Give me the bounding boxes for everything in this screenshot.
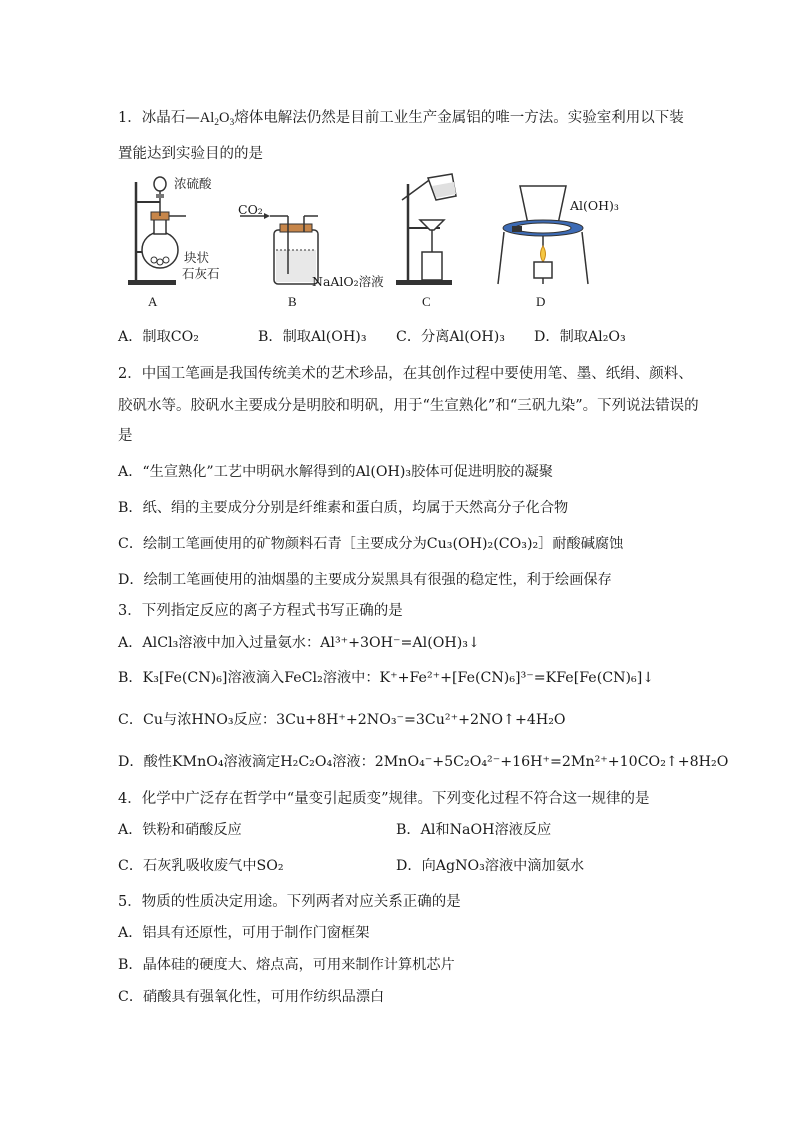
q2-option-c: C．绘制工笔画使用的矿物颜料石青［主要成分为Cu₃(OH)₂(CO₃)₂］耐酸碱腐蚀 xyxy=(118,536,624,552)
q1-option-a: A．制取CO₂ xyxy=(118,329,199,345)
figure-label-d: D xyxy=(536,294,546,309)
q2-option-d: D．绘制工笔画使用的油烟墨的主要成分炭黑具有很强的稳定性，利于绘画保存 xyxy=(118,572,612,588)
q1-option-b: B．制取Al(OH)₃ xyxy=(258,329,367,345)
q4-stem: 4．化学中广泛存在哲学中“量变引起质变”规律。下列变化过程不符合这一规律的是 xyxy=(118,791,650,807)
q1-formula-sub2: 3 xyxy=(229,118,235,128)
apparatus-d-drawing xyxy=(496,172,596,292)
q5-option-a: A．铝具有还原性，可用于制作门窗框架 xyxy=(118,925,370,941)
figure-d xyxy=(496,172,619,309)
q1-formula-o: O xyxy=(218,110,230,126)
q2-option-b: B．纸、绢的主要成分分别是纤维素和蛋白质，均属于天然高分子化合物 xyxy=(118,500,569,516)
q1-stem-line1 xyxy=(118,108,684,133)
q5-stem: 5．物质的性质决定用途。下列两者对应关系正确的是 xyxy=(118,894,461,910)
label-lumpy: 块状 xyxy=(184,250,210,265)
q5-option-b: B．晶体硅的硬度大、熔点高，可用来制作计算机芯片 xyxy=(118,957,455,973)
figure-a xyxy=(128,172,248,309)
q1-option-c: C．分离Al(OH)₃ xyxy=(396,329,505,345)
q3-option-d: D．酸性KMnO₄溶液滴定H₂C₂O₄溶液：2MnO₄⁻+5C₂O₄²⁻+16H⁺=2Mn²⁺+10CO₂↑+8H₂O xyxy=(118,754,729,770)
q1-text-a: 1．冰晶石— xyxy=(118,110,200,126)
q3-option-b: B．K₃[Fe(CN)₆]溶液滴入FeCl₂溶液中：K⁺+Fe²⁺+[Fe(CN)₆]³⁻=KFe[Fe(CN)₆]↓ xyxy=(118,670,655,686)
q2-stem-line3: 是 xyxy=(118,428,133,444)
q1-formula-al: Al xyxy=(199,110,215,126)
q1-option-d: D．制取Al₂O₃ xyxy=(534,329,626,345)
q2-option-a: A．“生宣熟化”工艺中明矾水解得到的Al(OH)₃胶体可促进明胶的凝聚 xyxy=(118,464,553,480)
q5-option-c: C．硝酸具有强氧化性，可用作纺织品漂白 xyxy=(118,989,385,1005)
q4-option-b: B．Al和NaOH溶液反应 xyxy=(396,822,552,838)
q1-formula-sub1: 2 xyxy=(214,118,219,128)
figure-label-c: C xyxy=(422,294,431,309)
figure-label-a: A xyxy=(148,294,158,309)
q1-text-b: 熔体电解法仍然是目前工业生产金属铝的唯一方法。实验室利用以下装 xyxy=(234,110,684,126)
figure-b xyxy=(238,172,384,309)
label-limestone: 石灰石 xyxy=(182,266,220,281)
q3-option-a: A．AlCl₃溶液中加入过量氨水：Al³⁺+3OH⁻=Al(OH)₃↓ xyxy=(118,635,480,651)
q4-option-c: C．石灰乳吸收废气中SO₂ xyxy=(118,858,284,874)
q3-stem: 3．下列指定反应的离子方程式书写正确的是 xyxy=(118,603,403,619)
label-aloh3: Al(OH)₃ xyxy=(570,198,619,213)
q4-option-a: A．铁粉和硝酸反应 xyxy=(118,822,242,838)
q1-stem-line2: 置能达到实验目的的是 xyxy=(118,146,263,162)
q4-option-d: D．向AgNO₃溶液中滴加氨水 xyxy=(396,858,585,874)
label-naalo2-solution: NaAlO₂溶液 xyxy=(312,274,384,289)
label-co2: CO₂ xyxy=(238,202,263,217)
figure-c xyxy=(396,172,476,309)
q2-stem-line1: 2．中国工笔画是我国传统美术的艺术珍品，在其创作过程中要使用笔、墨、纸绢、颜料、 xyxy=(118,366,693,382)
q3-option-c: C．Cu与浓HNO₃反应：3Cu+8H⁺+2NO₃⁻=3Cu²⁺+2NO↑+4H₂O xyxy=(118,712,566,728)
q1-formula xyxy=(200,110,234,126)
label-concentrated-sulfuric-acid: 浓硫酸 xyxy=(174,176,212,191)
figure-label-b: B xyxy=(288,294,297,309)
q2-stem-line2: 胶矾水等。胶矾水主要成分是明胶和明矾，用于“生宣熟化”和“三矾九染”。下列说法错误的 xyxy=(118,398,699,414)
apparatus-c-drawing xyxy=(396,172,476,292)
